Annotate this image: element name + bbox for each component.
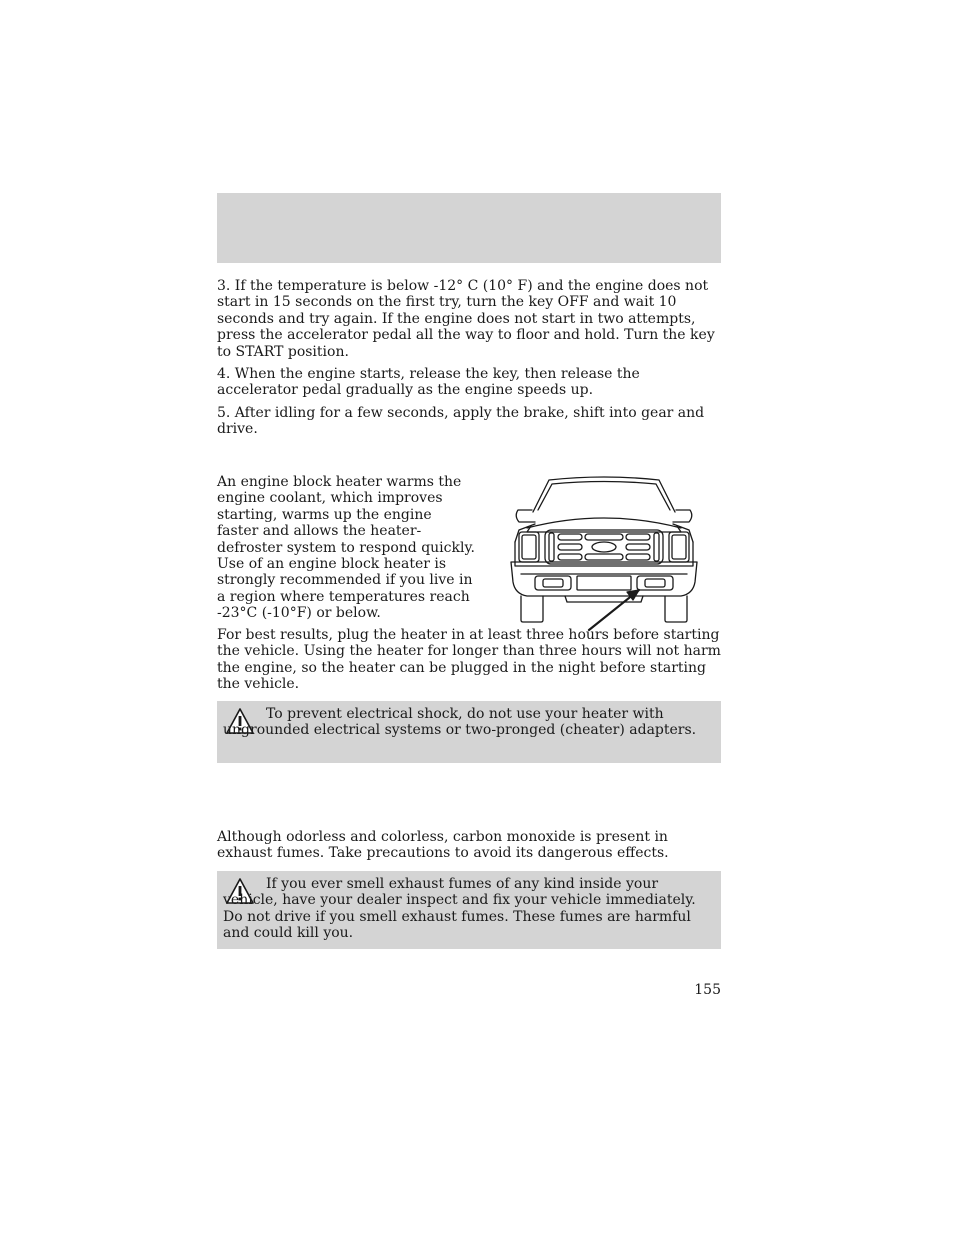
carbon-monoxide-intro: Although odorless and colorless, carbon monoxide is present in exhaust fumes. Take precautions to avoid its dangerous effects.: [217, 829, 669, 862]
warning-box-exhaust: [217, 871, 721, 949]
warning-text-electrical: To prevent electrical shock, do not use your heater with ungrounded electrical systems or two-pronged (cheater) adapters.: [223, 706, 697, 739]
page-number: 155: [694, 982, 721, 998]
step-5-text: 5. After idling for a few seconds, apply the brake, shift into gear and drive.: [217, 405, 705, 438]
step-3-text: 3. If the temperature is below -12° C (10° F) and the engine does not start in 15 seconds on the first try, turn the key OFF and wait 10 seconds and try again. If the engine does not start in two attempts, press the accelerator pedal all the way to floor and hold. Turn the key to START position.: [217, 278, 715, 360]
warning-box-electrical: [217, 701, 721, 763]
truck-front-illustration: [505, 470, 703, 635]
block-heater-continuation: For best results, plug the heater in at least three hours before starting the vehicle. Using the heater for longer than three hours will not harm the engine, so the heater can be plugged in the night before starting the vehicle.: [217, 627, 721, 693]
warning-text-exhaust: If you ever smell exhaust fumes of any kind inside your vehicle, have your dealer inspect and fix your vehicle immediately. Do not drive if you smell exhaust fumes. These fumes are harmful and could kill you.: [223, 876, 696, 942]
block-heater-intro: An engine block heater warms the engine coolant, which improves starting, warms up the engine faster and allows the heater-defroster system to respond quickly. Use of an engine block heater is strongly recommended if you live in a region where temperatures reach -23°C (-10°F) or below.: [217, 474, 475, 622]
section-header-band: [217, 193, 721, 263]
step-4-text: 4. When the engine starts, release the key, then release the accelerator pedal gradually as the engine speeds up.: [217, 366, 640, 399]
